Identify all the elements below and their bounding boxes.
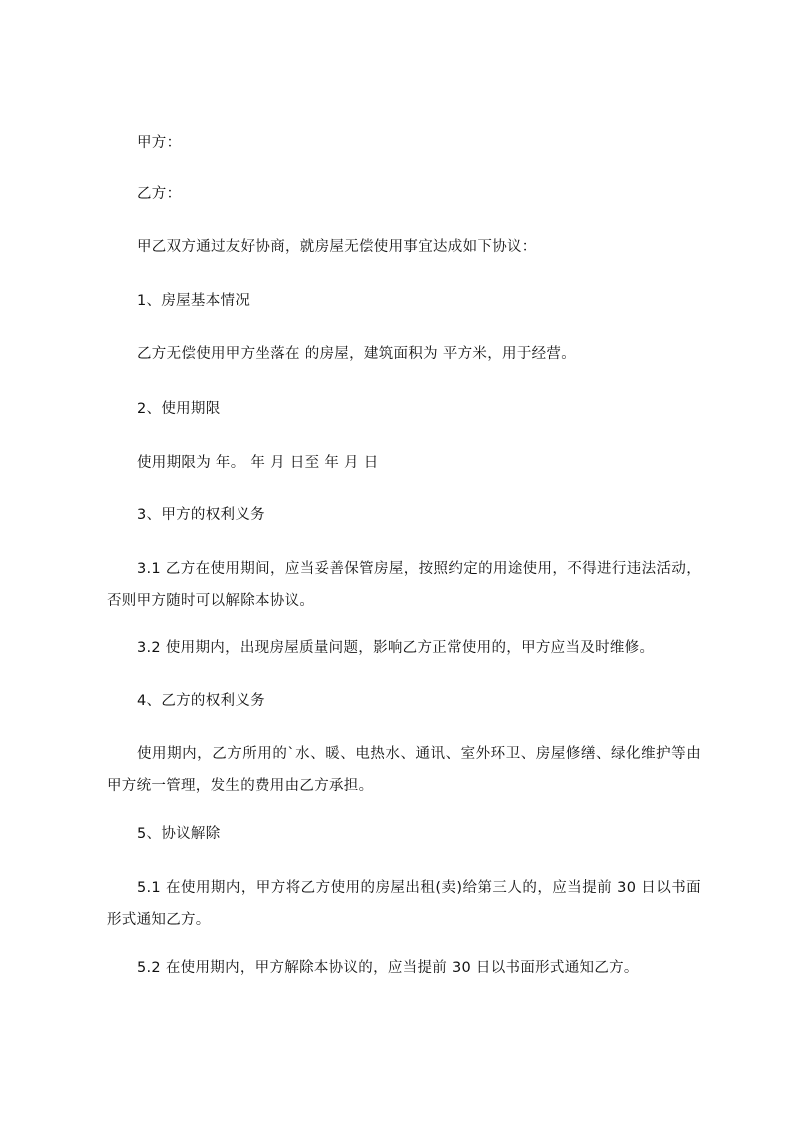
section-1-title: 1、房屋基本情况 bbox=[137, 293, 251, 309]
party-b-label: 乙方： bbox=[137, 186, 182, 202]
clause-5-1: 5.1 在使用期内，甲方将乙方使用的房屋出租(卖)给第三人的，应当提前 30 日以书面形式通知乙方。 bbox=[107, 880, 701, 928]
clause-5-2: 5.2 在使用期内，甲方解除本协议的，应当提前 30 日以书面形式通知乙方。 bbox=[137, 960, 639, 976]
party-a-label: 甲方： bbox=[137, 135, 182, 151]
section-4-title: 4、乙方的权利义务 bbox=[137, 693, 265, 709]
section-3-title: 3、甲方的权利义务 bbox=[137, 507, 265, 523]
clause-3-1: 3.1 乙方在使用期间，应当妥善保管房屋，按照约定的用途使用，不得进行违法活动，否则甲方随时可以解除本协议。 bbox=[107, 561, 701, 609]
intro-paragraph: 甲乙双方通过友好协商，就房屋无偿使用事宜达成如下协议： bbox=[137, 239, 537, 255]
section-5-title: 5、协议解除 bbox=[137, 826, 221, 842]
section-4-text: 使用期内，乙方所用的`水、暖、电热水、通讯、室外环卫、房屋修缮、绿化维护等由甲方统一管理，发生的费用由乙方承担。 bbox=[107, 746, 701, 794]
section-1-text: 乙方无偿使用甲方坐落在 的房屋，建筑面积为 平方米，用于经营。 bbox=[137, 346, 577, 362]
clause-3-2: 3.2 使用期内，出现房屋质量问题，影响乙方正常使用的，甲方应当及时维修。 bbox=[137, 640, 655, 656]
section-2-title: 2、使用期限 bbox=[137, 401, 221, 417]
section-2-text: 使用期限为 年。 年 月 日至 年 月 日 bbox=[137, 455, 379, 471]
